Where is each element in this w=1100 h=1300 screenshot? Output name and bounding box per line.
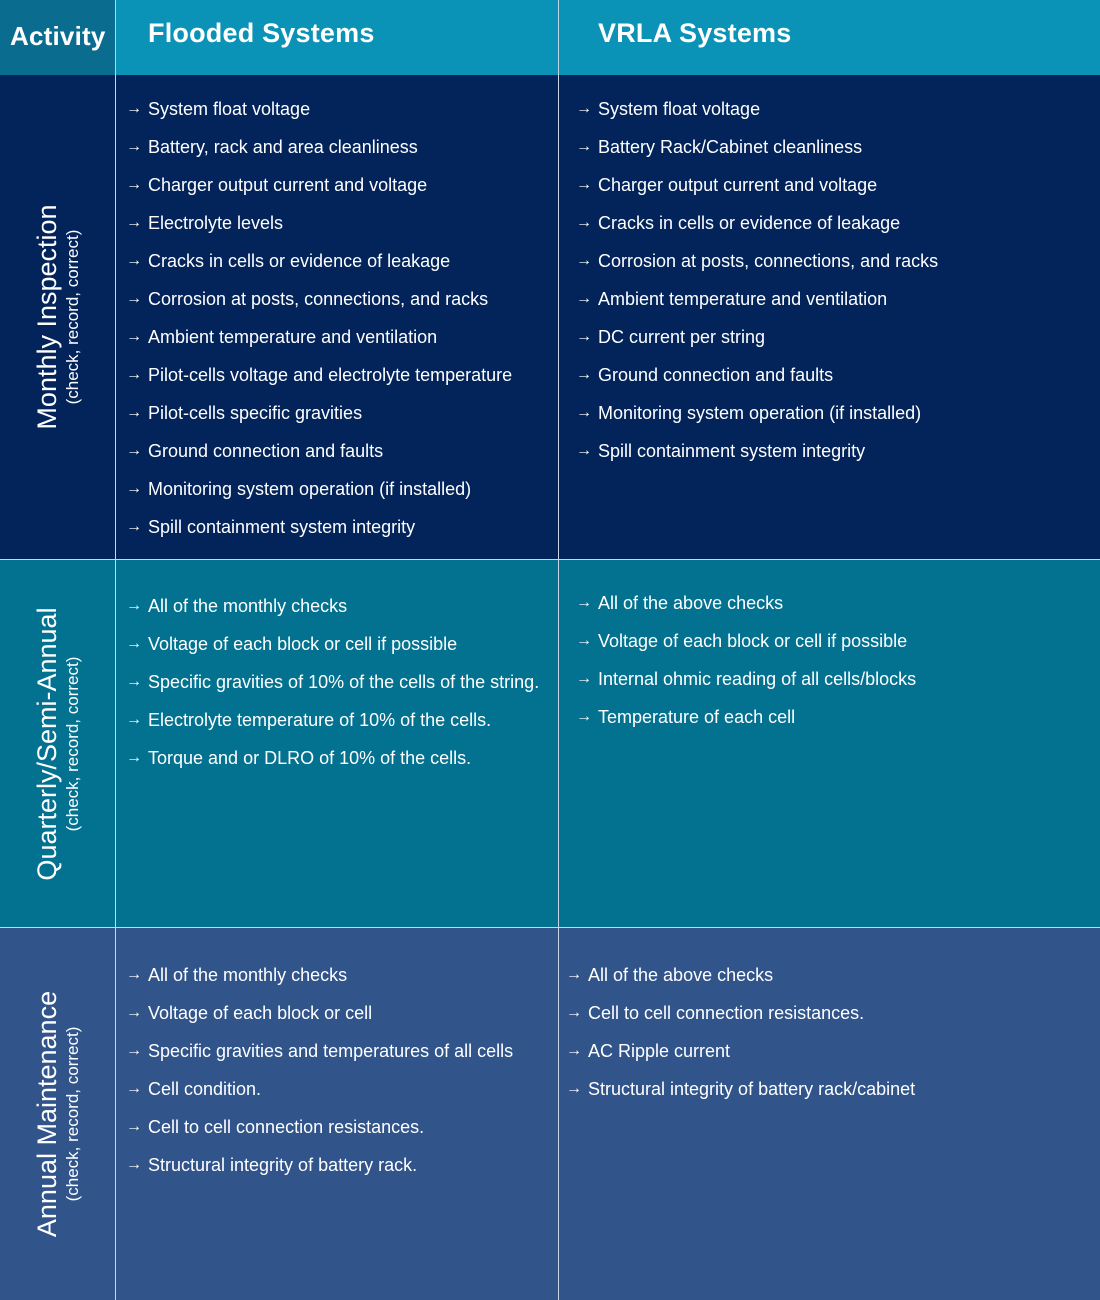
list-item-text: Charger output current and voltage xyxy=(598,175,878,195)
list-item xyxy=(566,962,915,1000)
arrow-right-icon: → xyxy=(576,100,592,117)
list-item xyxy=(126,438,512,476)
arrow-right-icon: → xyxy=(576,442,592,459)
list-item-text: All of the monthly checks xyxy=(148,596,348,616)
list-item-text: Cell condition. xyxy=(148,1079,262,1099)
arrow-right-icon: → xyxy=(126,442,142,459)
list-item xyxy=(566,1076,915,1114)
list-item-text: Pilot-cells voltage and electrolyte temperature xyxy=(148,365,513,385)
list-item-text: Corrosion at posts, connections, and racks xyxy=(148,289,489,309)
list-item-text: Voltage of each block or cell xyxy=(148,1003,373,1023)
list-item-text: Specific gravities of 10% of the cells of the string. xyxy=(148,672,540,692)
arrow-right-icon: → xyxy=(576,594,592,611)
list-item-text: Spill containment system integrity xyxy=(148,517,416,537)
list-item xyxy=(576,286,938,324)
list-item xyxy=(126,134,512,172)
monthly-flooded-cell xyxy=(115,75,558,559)
list-item-text: Cracks in cells or evidence of leakage xyxy=(148,251,451,271)
annual-flooded-list xyxy=(126,962,513,1190)
list-item-text: Internal ohmic reading of all cells/blocks xyxy=(598,669,917,689)
list-item xyxy=(126,1000,513,1038)
list-item-text: Torque and or DLRO of 10% of the cells. xyxy=(148,748,472,768)
list-item xyxy=(126,514,512,552)
list-item-text: Electrolyte levels xyxy=(148,213,284,233)
list-item-text: System float voltage xyxy=(598,99,761,119)
activity-quarterly-label xyxy=(32,607,84,880)
arrow-right-icon: → xyxy=(126,635,142,652)
activity-subtitle: (check, record, correct) xyxy=(62,1026,82,1202)
list-item xyxy=(576,438,938,476)
list-item xyxy=(566,1038,915,1076)
arrow-right-icon: → xyxy=(126,711,142,728)
list-item xyxy=(576,248,938,286)
list-item-text: Battery, rack and area cleanliness xyxy=(148,137,418,157)
list-item xyxy=(126,1076,513,1114)
arrow-right-icon: → xyxy=(126,518,142,535)
arrow-right-icon: → xyxy=(126,749,142,766)
list-item-text: All of the above checks xyxy=(588,965,774,985)
list-item-text: Cell to cell connection resistances. xyxy=(588,1003,865,1023)
activity-subtitle: (check, record, correct) xyxy=(62,656,82,831)
arrow-right-icon: → xyxy=(576,632,592,649)
arrow-right-icon: → xyxy=(576,290,592,307)
list-item xyxy=(576,172,938,210)
list-item xyxy=(126,248,512,286)
annual-vrla-cell xyxy=(558,927,1100,1300)
list-item-text: Pilot-cells specific gravities xyxy=(148,403,363,423)
list-item-text: Spill containment system integrity xyxy=(598,441,866,461)
list-item-text: Voltage of each block or cell if possible xyxy=(598,631,908,651)
list-item-text: Structural integrity of battery rack. xyxy=(148,1155,418,1175)
arrow-right-icon: → xyxy=(126,1156,142,1173)
list-item xyxy=(126,96,512,134)
arrow-right-icon: → xyxy=(576,214,592,231)
list-item-text: Charger output current and voltage xyxy=(148,175,428,195)
arrow-right-icon: → xyxy=(576,366,592,383)
list-item-text: Electrolyte temperature of 10% of the cells. xyxy=(148,710,492,730)
list-item-text: Monitoring system operation (if installed) xyxy=(148,479,472,499)
header-vrla xyxy=(558,0,1100,75)
arrow-right-icon: → xyxy=(126,404,142,421)
arrow-right-icon: → xyxy=(566,1042,582,1059)
list-item xyxy=(576,324,938,362)
arrow-right-icon: → xyxy=(566,966,582,983)
list-item xyxy=(576,134,938,172)
list-item-text: Temperature of each cell xyxy=(598,707,796,727)
activity-quarterly xyxy=(0,559,115,927)
arrow-right-icon: → xyxy=(126,290,142,307)
monthly-flooded-list xyxy=(126,96,512,552)
activity-monthly xyxy=(0,75,115,559)
list-item-text: Voltage of each block or cell if possible xyxy=(148,634,458,654)
arrow-right-icon: → xyxy=(576,404,592,421)
list-item-text: Battery Rack/Cabinet cleanliness xyxy=(598,137,863,157)
list-item-text: Structural integrity of battery rack/cabinet xyxy=(588,1079,916,1099)
activity-title: Annual Maintenance xyxy=(31,990,62,1238)
activity-monthly-label xyxy=(32,204,84,429)
arrow-right-icon: → xyxy=(126,1004,142,1021)
list-item-text: Corrosion at posts, connections, and racks xyxy=(598,251,939,271)
monthly-vrla-cell xyxy=(558,75,1100,559)
list-item xyxy=(126,962,513,1000)
list-item-text: Ambient temperature and ventilation xyxy=(148,327,438,347)
arrow-right-icon: → xyxy=(576,708,592,725)
list-item-text: Monitoring system operation (if installed) xyxy=(598,403,922,423)
list-item xyxy=(126,362,512,400)
list-item-text: DC current per string xyxy=(598,327,766,347)
list-item xyxy=(126,631,539,669)
arrow-right-icon: → xyxy=(126,1042,142,1059)
arrow-right-icon: → xyxy=(126,366,142,383)
list-item-text: All of the above checks xyxy=(598,593,784,613)
activity-title: Quarterly/Semi-Annual xyxy=(31,606,62,881)
list-item xyxy=(576,362,938,400)
header-flooded xyxy=(115,0,558,75)
header-vrla-label: VRLA Systems xyxy=(598,18,792,48)
activity-title: Monthly Inspection xyxy=(31,204,62,430)
header-activity-label: Activity xyxy=(10,21,106,51)
list-item-text: System float voltage xyxy=(148,99,311,119)
list-item xyxy=(576,666,916,704)
list-item-text: Ambient temperature and ventilation xyxy=(598,289,888,309)
list-item xyxy=(126,400,512,438)
monthly-vrla-list xyxy=(576,96,938,476)
arrow-right-icon: → xyxy=(126,1080,142,1097)
arrow-right-icon: → xyxy=(126,673,142,690)
list-item-text: Cell to cell connection resistances. xyxy=(148,1117,425,1137)
list-item xyxy=(126,1038,513,1076)
header-flooded-label: Flooded Systems xyxy=(148,18,375,48)
arrow-right-icon: → xyxy=(126,1118,142,1135)
activity-annual xyxy=(0,927,115,1300)
header-activity xyxy=(0,0,115,75)
list-item xyxy=(576,590,916,628)
list-item xyxy=(126,707,539,745)
list-item xyxy=(126,1152,513,1190)
list-item xyxy=(576,96,938,134)
arrow-right-icon: → xyxy=(576,176,592,193)
list-item xyxy=(126,324,512,362)
arrow-right-icon: → xyxy=(126,138,142,155)
arrow-right-icon: → xyxy=(566,1080,582,1097)
arrow-right-icon: → xyxy=(576,670,592,687)
list-item xyxy=(126,1114,513,1152)
list-item-text: Ground connection and faults xyxy=(148,441,384,461)
arrow-right-icon: → xyxy=(126,328,142,345)
quarterly-flooded-cell xyxy=(115,559,558,927)
list-item xyxy=(576,210,938,248)
arrow-right-icon: → xyxy=(576,328,592,345)
list-item xyxy=(576,400,938,438)
list-item xyxy=(126,210,512,248)
annual-flooded-cell xyxy=(115,927,558,1300)
list-item-text: Specific gravities and temperatures of all cells xyxy=(148,1041,514,1061)
arrow-right-icon: → xyxy=(576,138,592,155)
arrow-right-icon: → xyxy=(126,966,142,983)
list-item xyxy=(126,286,512,324)
quarterly-vrla-cell xyxy=(558,559,1100,927)
list-item xyxy=(576,628,916,666)
list-item-text: AC Ripple current xyxy=(588,1041,731,1061)
list-item xyxy=(126,669,539,707)
list-item-text: All of the monthly checks xyxy=(148,965,348,985)
arrow-right-icon: → xyxy=(566,1004,582,1021)
list-item-text: Ground connection and faults xyxy=(598,365,834,385)
list-item xyxy=(576,704,916,742)
activity-subtitle: (check, record, correct) xyxy=(62,229,82,405)
quarterly-vrla-list xyxy=(576,590,916,742)
list-item xyxy=(126,476,512,514)
list-item xyxy=(126,745,539,783)
arrow-right-icon: → xyxy=(126,214,142,231)
activity-annual-label xyxy=(32,991,84,1237)
arrow-right-icon: → xyxy=(126,176,142,193)
arrow-right-icon: → xyxy=(126,597,142,614)
annual-vrla-list xyxy=(566,962,915,1114)
quarterly-flooded-list xyxy=(126,593,539,783)
list-item xyxy=(126,172,512,210)
arrow-right-icon: → xyxy=(126,100,142,117)
arrow-right-icon: → xyxy=(126,480,142,497)
arrow-right-icon: → xyxy=(576,252,592,269)
list-item xyxy=(566,1000,915,1038)
list-item xyxy=(126,593,539,631)
arrow-right-icon: → xyxy=(126,252,142,269)
list-item-text: Cracks in cells or evidence of leakage xyxy=(598,213,901,233)
